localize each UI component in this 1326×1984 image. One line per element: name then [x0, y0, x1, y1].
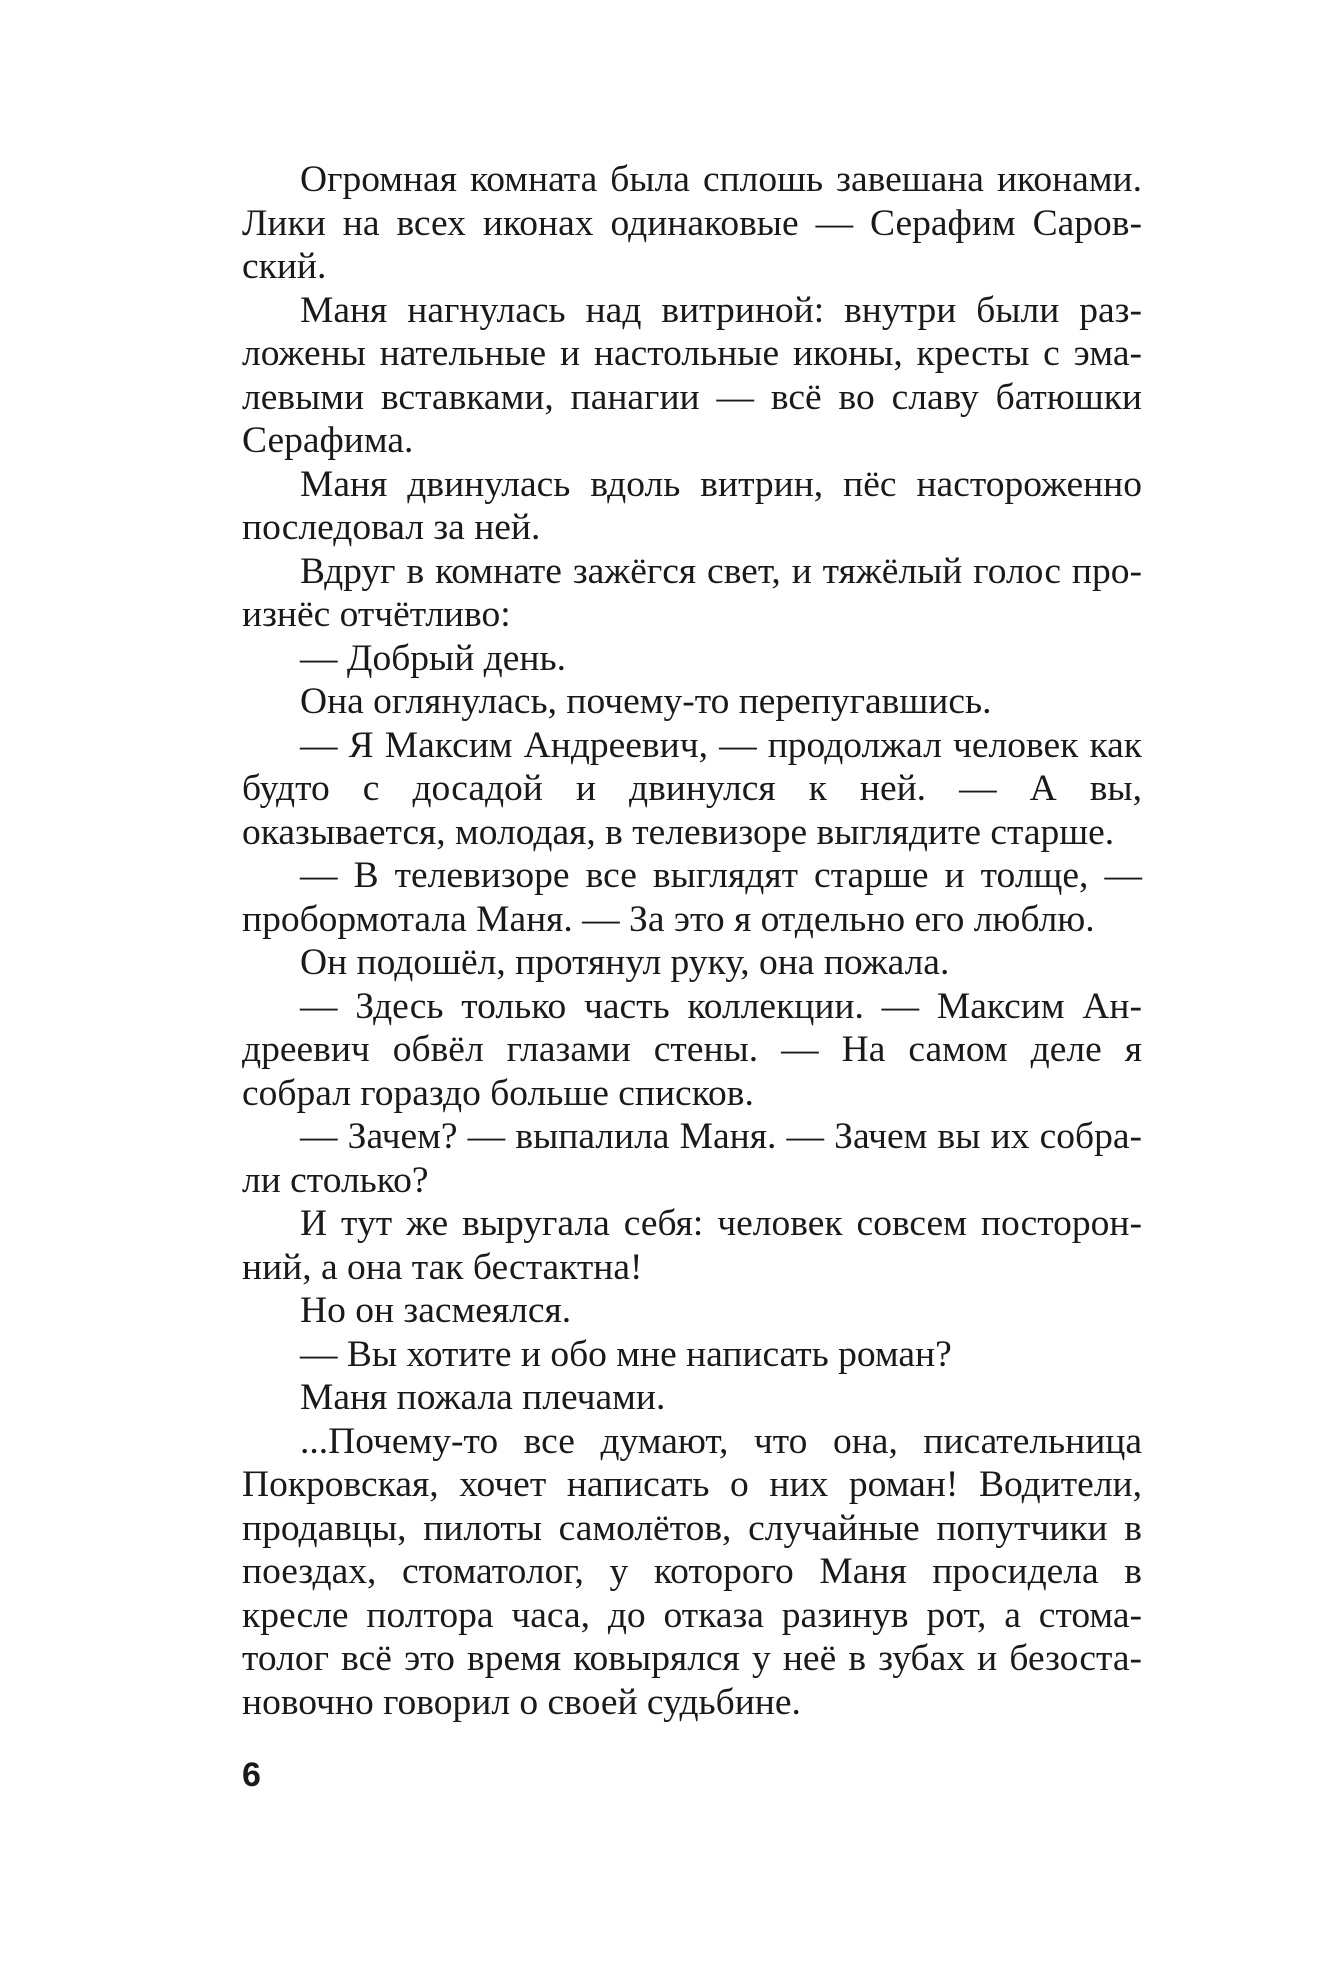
paragraph: Маня нагнулась над витриной: внутри были разложены нательные и настольные иконы, кресты с эмалевыми вставками, панагии — всё во славу батюшки Серафима. [242, 289, 1142, 461]
paragraph: — Я Максим Андреевич, — продолжал человек как будто с досадой и двинулся к ней. — А вы, оказывается, молодая, в телевизоре выглядите старше. [242, 724, 1142, 853]
paragraph: Огромная комната была сплошь завешана иконами. Лики на всех иконах одинаковые — Серафим Саровский. [242, 159, 1142, 287]
paragraph: Маня пожала плечами. [300, 1377, 666, 1418]
paragraph: Она оглянулась, почему-то перепугавшись. [300, 681, 992, 722]
paragraph: Но он засмеялся. [300, 1290, 572, 1331]
paragraph: Вдруг в комнате зажёгся свет, и тяжёлый голос произнёс отчётливо: [242, 550, 1142, 635]
page-number: 6 [242, 1756, 261, 1794]
paragraph: — Вы хотите и обо мне написать роман? [300, 1333, 952, 1375]
page-text [242, 158, 1142, 1724]
paragraph: — В телевизоре все выглядят старше и толще, — пробормотала Маня. — За это я отдельно его люблю. [242, 855, 1142, 940]
paragraph: — Добрый день. [300, 637, 566, 679]
paragraph: И тут же выругала себя: человек совсем посторонний, а она так бестактна! [242, 1203, 1142, 1288]
paragraph: — Здесь только часть коллекции. — Максим Андреевич обвёл глазами стены. — На самом деле я собрал гораздо больше списков. [242, 985, 1142, 1114]
paragraph: — Зачем? — выпалила Маня. — Зачем вы их собрали столько? [242, 1116, 1142, 1201]
paragraph: ...Почему-то все думают, что она, писательница Покровская, хочет написать о них роман! Водители, продавцы, пилоты самолётов, случайные попутчики в поездах, стоматолог, у которого Маня просидела в кресле полтора часа, до отказа разинув рот, а стоматолог всё это время ковырялся у неё в зубах и безостановочно говорил о своей судьбине. [242, 1420, 1142, 1723]
paragraph: Маня двинулась вдоль витрин, пёс настороженно последовал за ней. [242, 463, 1142, 548]
paragraph: Он подошёл, протянул руку, она пожала. [300, 942, 950, 983]
